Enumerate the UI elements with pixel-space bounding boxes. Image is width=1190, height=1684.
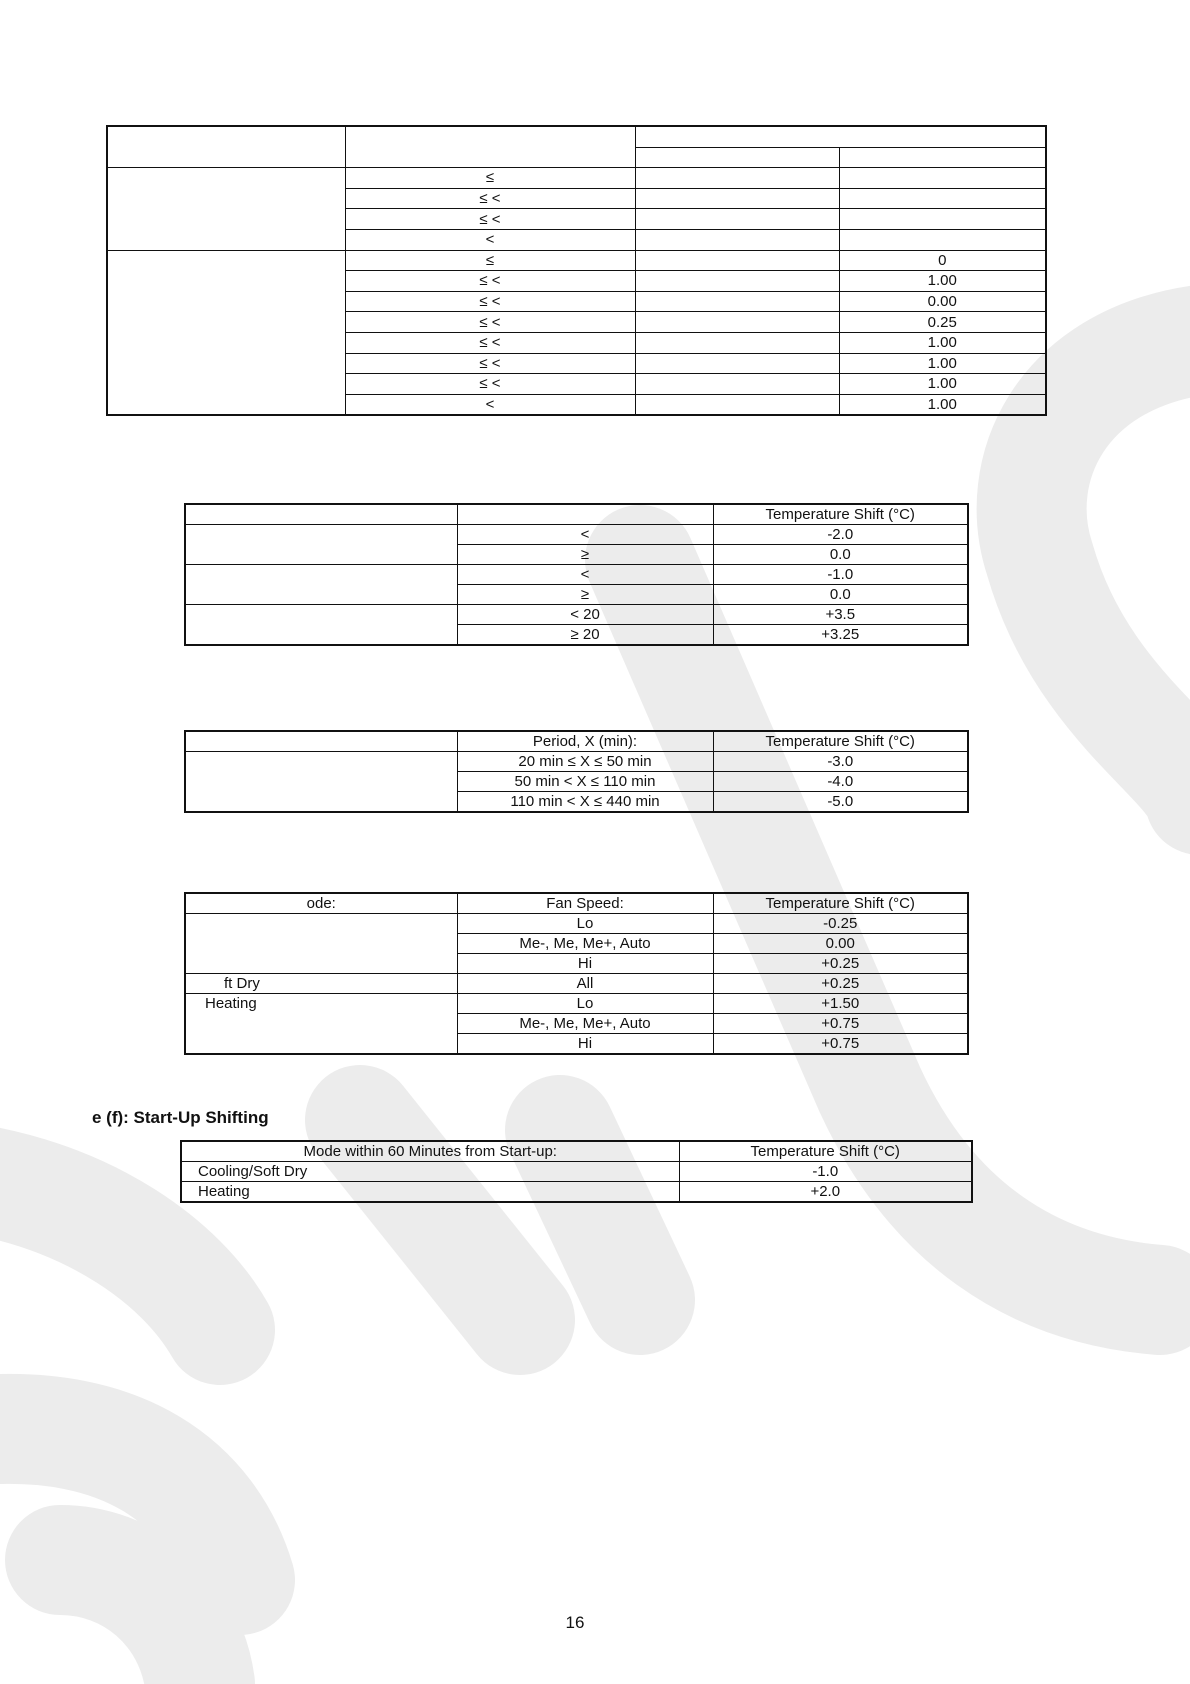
startup-shift-table (180, 1140, 973, 1203)
table-row: Heating +2.0 (181, 1182, 972, 1203)
table-row: ≤ < (107, 188, 1046, 209)
table-row: < 20 +3.5 (185, 605, 968, 625)
table-row: ≤ < 0.00 (107, 291, 1046, 312)
temperature-shift-table (184, 503, 969, 646)
table-row: ft Dry All +0.25 (185, 974, 968, 994)
table-row: Lo -0.25 (185, 914, 968, 934)
table-header-row: Temperature Shift (°C) (185, 504, 968, 525)
table-row: ≤ < 1.00 (107, 271, 1046, 292)
table-row: < -2.0 (185, 525, 968, 545)
table-row: Cooling/Soft Dry -1.0 (181, 1162, 972, 1182)
table-row: ≤ < 1.00 (107, 374, 1046, 395)
table-row: ≤ < 1.00 (107, 353, 1046, 374)
table-row: Hi +0.25 (185, 954, 968, 974)
table-row: Heating Lo +1.50 (185, 994, 968, 1014)
table-row: ≤ (107, 168, 1046, 189)
table-row: ≥ 0.0 (185, 585, 968, 605)
period-shift-table (184, 730, 969, 813)
table-header-row: Mode within 60 Minutes from Start-up: Temperature Shift (°C) (181, 1141, 972, 1162)
table-row: Hi +0.75 (185, 1034, 968, 1055)
table-row: ≤ < 1.00 (107, 332, 1046, 353)
mode-heating: Heating (185, 994, 457, 1055)
table-row: ≤ < 0.25 (107, 312, 1046, 333)
threshold-table (106, 125, 1047, 416)
table-row: 110 min < X ≤ 440 min -5.0 (185, 792, 968, 813)
fan-speed-shift-table (184, 892, 969, 1055)
section-heading: e (f): Start-Up Shifting (92, 1108, 269, 1127)
table-row: ≥ 20 +3.25 (185, 625, 968, 646)
table-row: 50 min < X ≤ 110 min -4.0 (185, 772, 968, 792)
table-header-row (107, 126, 1046, 147)
mode-soft-dry: ft Dry (185, 974, 457, 994)
table-row: < (107, 229, 1046, 250)
table-row: ≥ 0.0 (185, 545, 968, 565)
page-number: 16 (565, 1613, 585, 1632)
table-row: ≤ 0 (107, 250, 1046, 271)
table-row: Me-, Me, Me+, Auto +0.75 (185, 1014, 968, 1034)
table-header-row: ode: Fan Speed: Temperature Shift (°C) (185, 893, 968, 914)
table-row: ≤ < (107, 209, 1046, 230)
table-row: Me-, Me, Me+, Auto 0.00 (185, 934, 968, 954)
table-row: 20 min ≤ X ≤ 50 min -3.0 (185, 752, 968, 772)
table-header-row: Period, X (min): Temperature Shift (°C) (185, 731, 968, 752)
table-row: < 1.00 (107, 394, 1046, 415)
table-row: < -1.0 (185, 565, 968, 585)
